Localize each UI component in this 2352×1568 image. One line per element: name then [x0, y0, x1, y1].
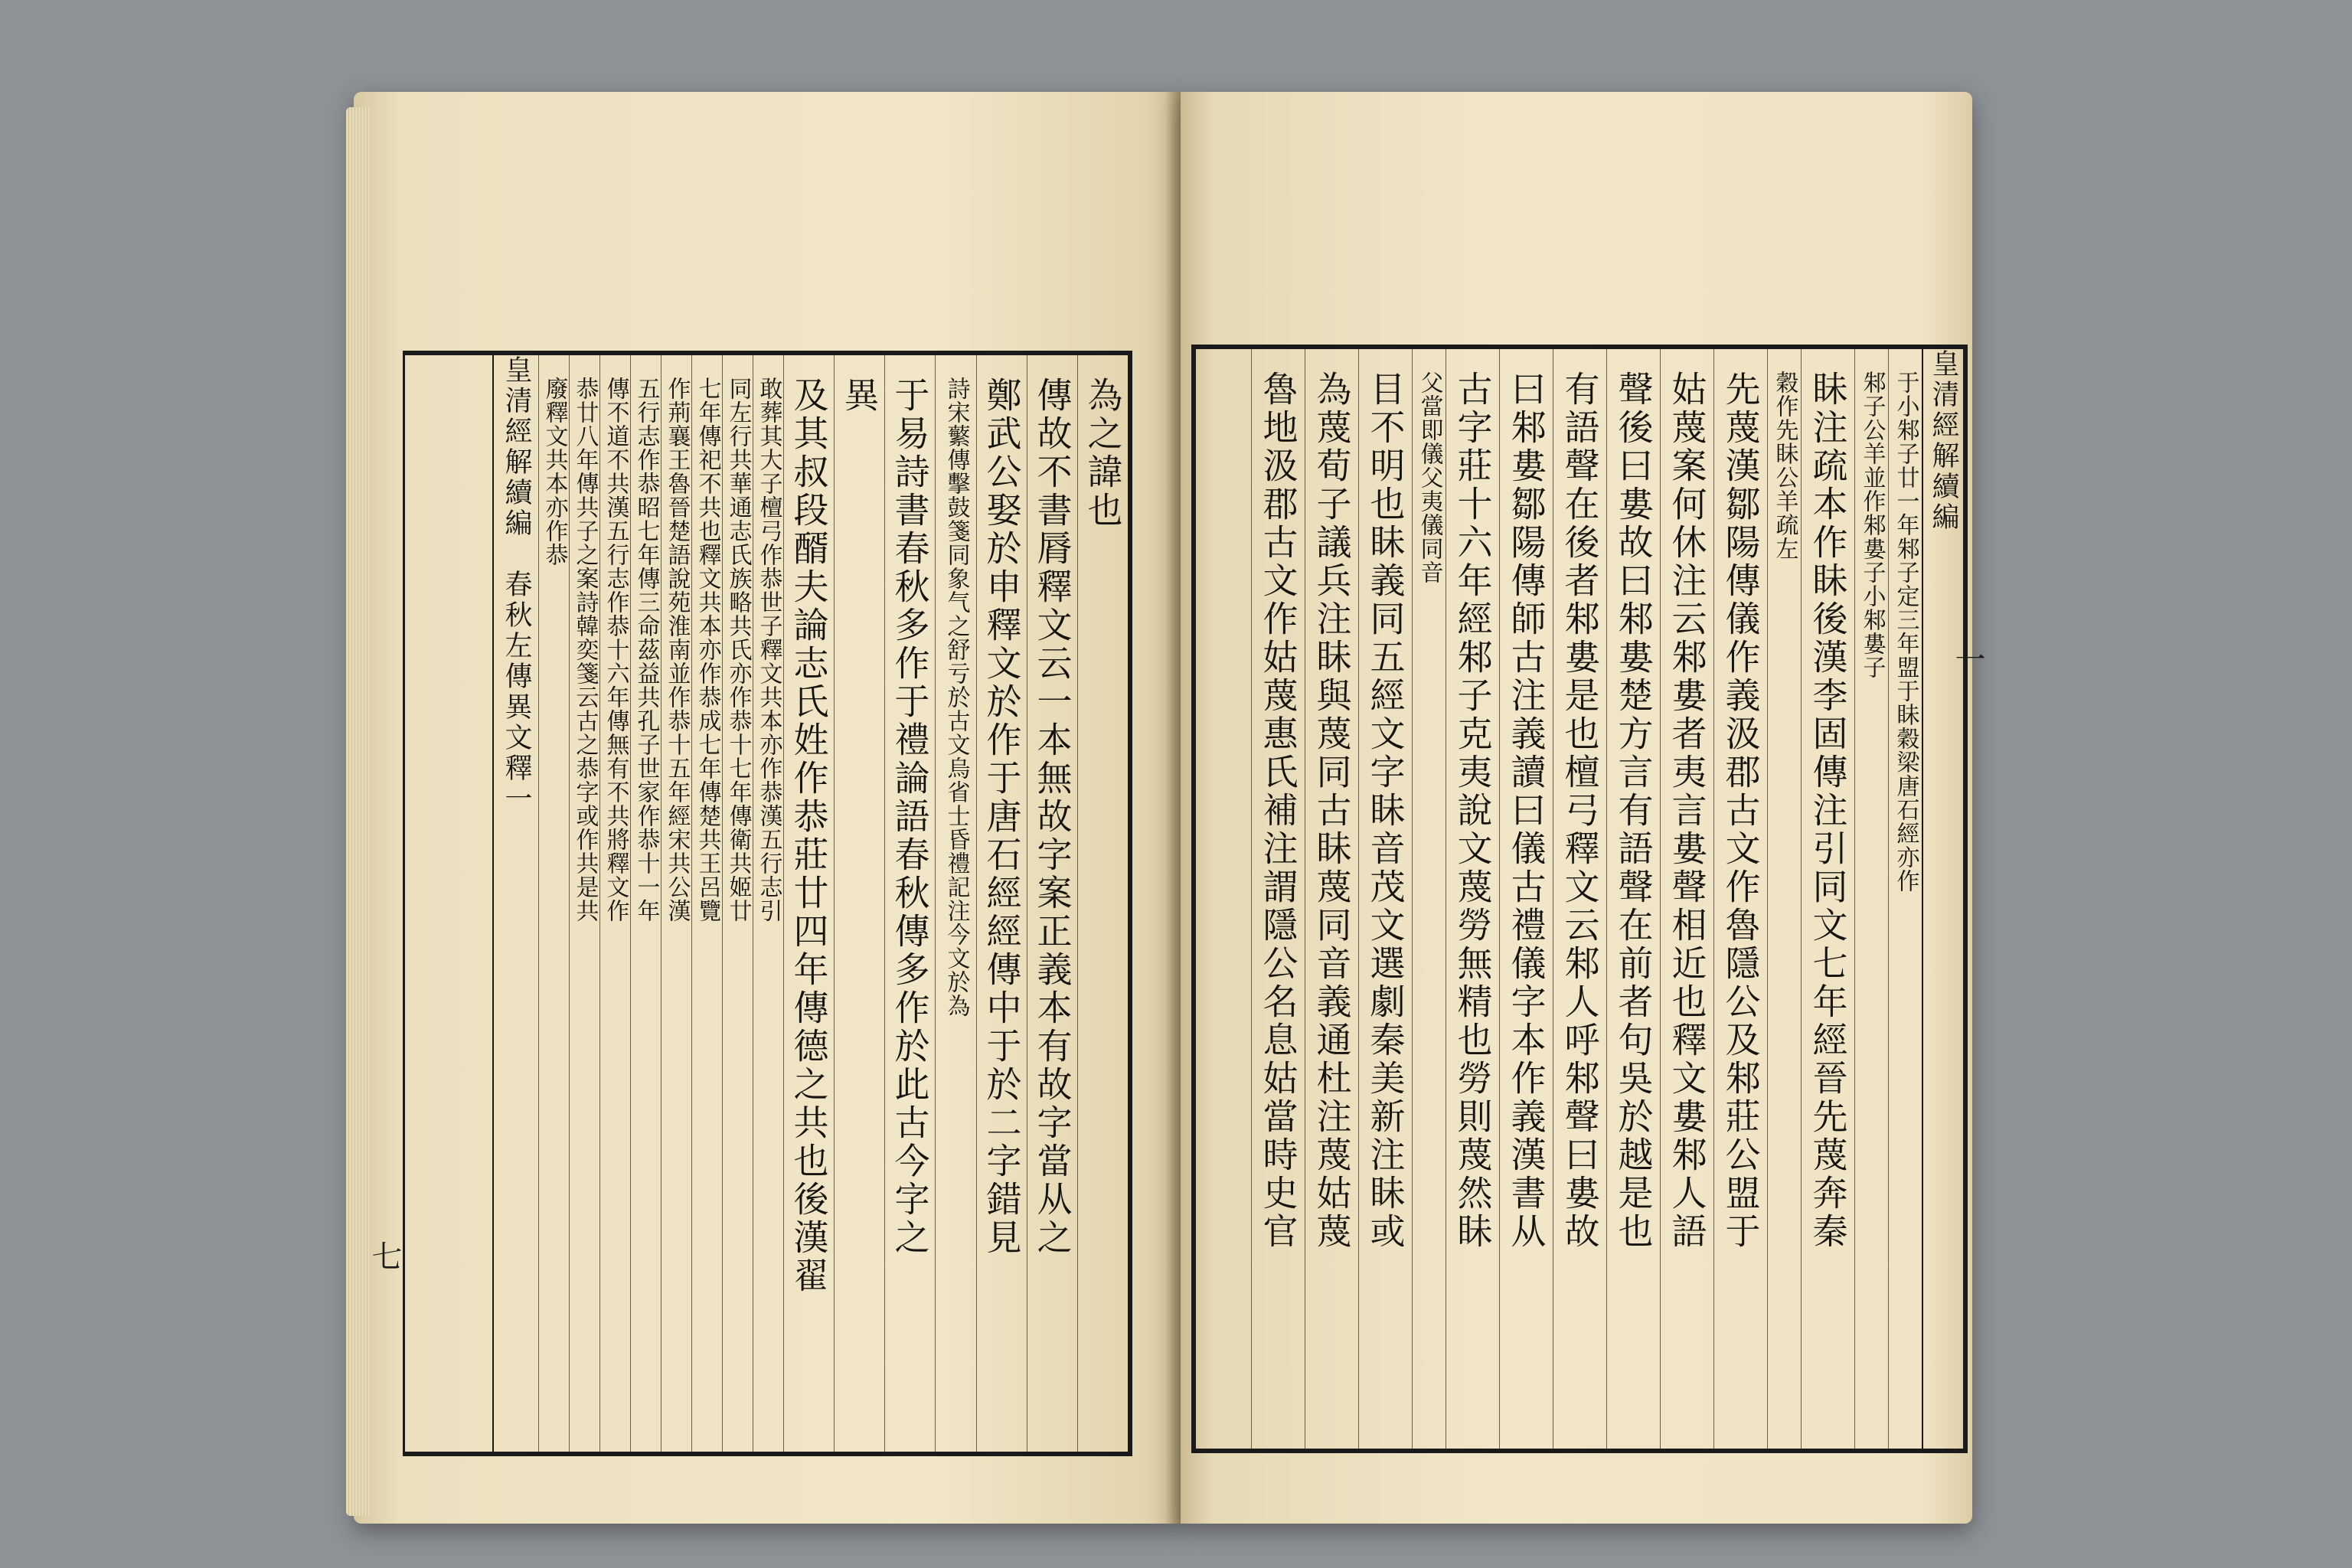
- text-column-annotation: 敢葬其大子檀弓作恭世子釋文共本亦作恭漢五行志引: [753, 355, 783, 1452]
- text-column: 為蔑荀子議兵注眛與蔑同古眛蔑同音義通杜注蔑姑蔑: [1305, 349, 1358, 1449]
- text-column: 姑蔑案何休注云邾婁者夷言婁聲相近也釋文婁邾人語: [1660, 349, 1713, 1449]
- chapter-title: 春秋左傳異文釋一: [501, 570, 532, 815]
- text-column: 古字莊十六年經邾子克夷說文蔑勞無精也勞則蔑然眛: [1446, 349, 1499, 1449]
- left-columns: [405, 355, 1128, 1452]
- text-column-annotation: 穀作先眛公羊疏左: [1767, 349, 1801, 1449]
- text-column: 于易詩書春秋多作于禮論語春秋傳多作於此古今字之: [884, 355, 935, 1452]
- text-column: 有語聲在後者邾婁是也檀弓釋文云邾人呼邾聲曰婁故: [1553, 349, 1606, 1449]
- text-column-annotation: 父當即儀父夷儀同音: [1412, 349, 1446, 1449]
- text-column: 先蔑漢鄒陽傳儀作義汲郡古文作魯隱公及邾莊公盟于: [1713, 349, 1767, 1449]
- left-text-frame: [403, 351, 1132, 1456]
- text-column: 傳故不書脣釋文云一本無故字案正義本有故字當从之: [1027, 355, 1077, 1452]
- text-column: 眛注疏本作眛後漢李固傳注引同文七年經晉先蔑奔秦: [1801, 349, 1854, 1449]
- text-column-annotation: 傳不道不共漢五行志作恭十六年傳無有不共將釋文作: [599, 355, 630, 1452]
- text-column: 曰邾婁鄒陽傳師古注義讀曰儀古禮儀字本作義漢書从: [1499, 349, 1553, 1449]
- text-column-annotation: 于小邾子廿一年邾子定三年盟于眛穀梁唐石經亦作: [1888, 349, 1922, 1449]
- text-column-annotation: 恭廿八年傳共子之案詩韓奕箋云古之恭字或作共是共: [569, 355, 599, 1452]
- text-column-annotation: 五行志作恭昭七年傳三命茲益共孔子世家作恭十一年: [630, 355, 661, 1452]
- text-column: 鄭武公娶於申釋文於作于唐石經經傳中于於二字錯見: [976, 355, 1027, 1452]
- left-page: [354, 92, 1181, 1524]
- text-column-annotation: 邾子公羊並作邾婁子小邾婁子: [1854, 349, 1888, 1449]
- text-column: 為之諱也: [1077, 355, 1128, 1452]
- folio-number: 一: [1950, 643, 1985, 674]
- text-column: 及其叔段醑夫論志氏姓作恭莊廿四年傳德之共也後漢翟: [783, 355, 834, 1452]
- text-column-annotation: 同左行共華通志氏族略共氏亦作恭十七年傳衛共姬廿: [722, 355, 753, 1452]
- text-column-annotation: 七年傳祀不共也釋文共本亦作恭成七年傳楚共王呂覽: [691, 355, 722, 1452]
- page-edges: [346, 107, 369, 1516]
- book-spread: [354, 92, 1985, 1524]
- right-columns: [1196, 349, 1963, 1449]
- text-column: 目不明也眛義同五經文字眛音茂文選劇秦美新注眛或: [1358, 349, 1412, 1449]
- text-column-annotation: 廢釋文共本亦作恭: [538, 355, 569, 1452]
- right-text-frame: [1191, 345, 1968, 1453]
- running-title: 皇清經解續編: [1922, 349, 1963, 1449]
- text-column: 魯地汲郡古文作姑蔑惠氏補注謂隱公名息姑當時史官: [1251, 349, 1305, 1449]
- folio-number: 七: [367, 1240, 402, 1271]
- text-column: 異: [834, 355, 884, 1452]
- running-title: 皇清經解續編 春秋左傳異文釋一: [492, 355, 538, 1452]
- text-column-annotation: 詩宋蘩傳擊鼓箋同象气之舒亏於古文烏省士昏禮記注今文於為: [935, 355, 976, 1452]
- text-column: 聲後曰婁故曰邾婁楚方言有語聲在前者句吳於越是也: [1606, 349, 1660, 1449]
- text-column-annotation: 作荊襄王魯晉楚語說苑淮南並作恭十五年經宋共公漢: [661, 355, 691, 1452]
- right-page: [1181, 92, 1985, 1524]
